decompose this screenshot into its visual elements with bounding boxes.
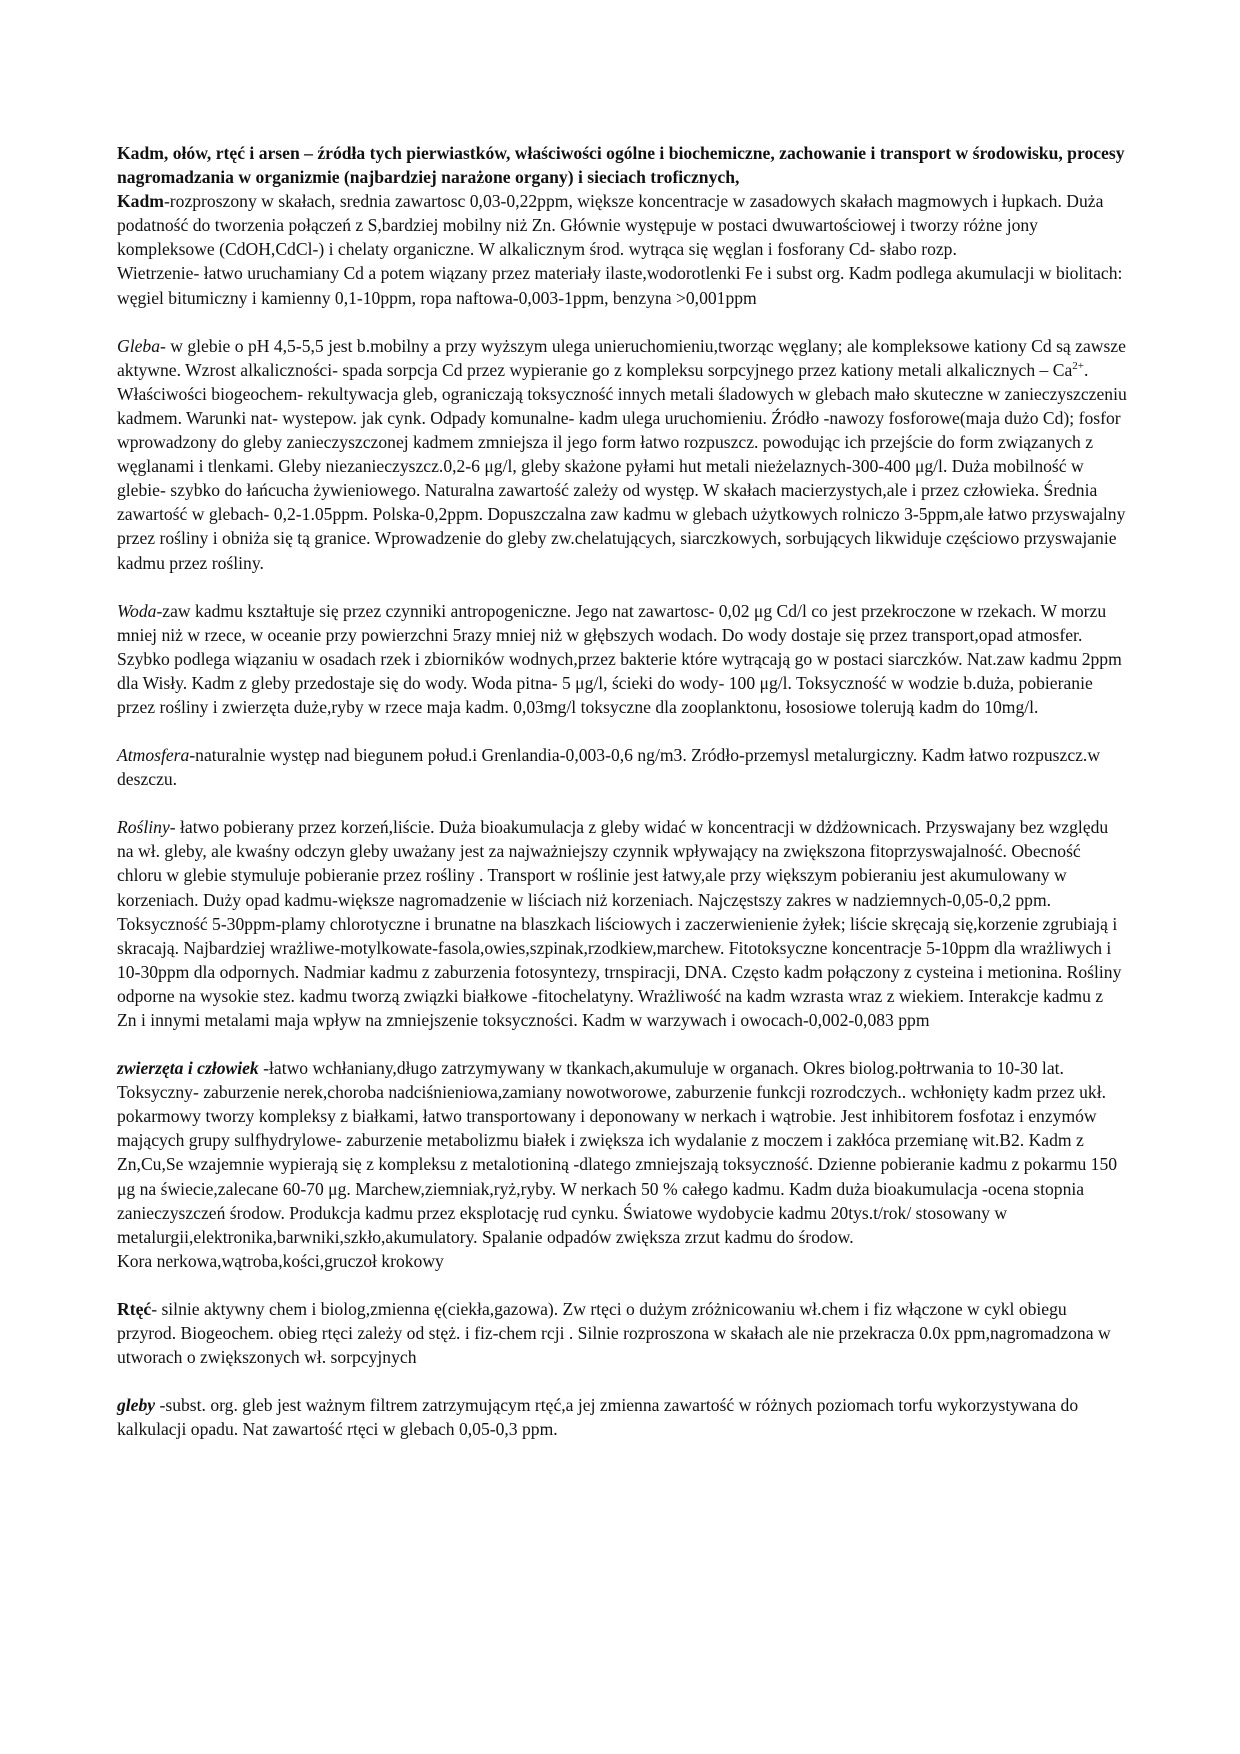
soil-text-a: - w glebie o pH 4,5-5,5 jest b.mobilny a przy wyższym ulega unieruchomieniu,tworząc węglany; ale kompleksowe kationy Cd są zawsze aktywne. Wzrost alkaliczności- spada sorpcja Cd przez wypieranie go z kompleksu sorpcyjnego przez kationy metali alkalicznych – Ca	[117, 335, 1126, 380]
mercury-soils-text: -subst. org. gleb jest ważnym filtrem zatrzymującym rtęć,a jej zmienna zawartość w różnych poziomach torfu wykorzystywana do kalkulacji opadu. Nat zawartość rtęci w glebach 0,05-0,3 ppm.	[117, 1395, 1079, 1440]
atmosphere-paragraph	[117, 743, 1127, 791]
plants-text: - łatwo pobierany przez korzeń,liście. Duża bioakumulacja z gleby widać w koncentracji w dżdżownicach. Przyswajany bez względu na wł. gleby, ale kwaśny odczyn gleby uważany jest za najważniejszy czynnik wpływający na zwiększona fitoprzyswajalność. Obecność chloru w glebie stymuluje pobieranie przez rośliny . Transport w roślinie jest łatwy,ale przy większym pobieraniu jest akumulowany w korzeniach. Duży opad kadmu-większe nagromadzenie w liściach niż korzeniach. Najczęstszy zakres w nadziemnych-0,05-0,2 ppm. Toksyczność 5-30ppm-plamy chlorotyczne i brunatne na blaszkach liściowych i zaczerwienienie żyłek; liście skręcają się,korzenie zgrubiają i skracają. Najbardziej wrażliwe-motylkowate-fasola,owies,szpinak,rzodkiew,marchew. Fitotoksyczne koncentracje 5-10ppm dla wrażliwych i 10-30ppm dla odpornych. Nadmiar kadmu z zaburzenia fotosyntezy, trnspiracji, DNA. Często kadm połączony z cysteina i metionina. Rośliny odporne na wysokie stez. kadmu tworzą związki białkowe -fitochelatyny. Wrażliwość na kadm wzrasta wraz z wiekiem. Interakcje kadmu z Zn i innymi metalami maja wpływ na zmniejszenie toksyczności. Kadm w warzywach i owocach-0,002-0,083 ppm	[117, 817, 1122, 1030]
weathering-text: Wietrzenie- łatwo uruchamiany Cd a potem wiązany przez materiały ilaste,wodorotlenki Fe i subst org. Kadm podlega akumulacji w biolitach: węgiel bitumiczny i kamienny 0,1-10ppm, ropa naftowa-0,003-1ppm, benzyna >0,001ppm	[117, 263, 1123, 308]
animals-paragraph	[117, 1056, 1127, 1273]
water-text: -zaw kadmu kształtuje się przez czynniki antropogeniczne. Jego nat zawartosc- 0,02 μg Cd/l co jest przekroczone w rzekach. W morzu mniej niż w rzece, w oceanie przy powierzchni 5razy mniej niż w głębszych wodach. Do wody dostaje się przez transport,opad atmosfer. Szybko podlega wiązaniu w osadach rzek i zbiorników wodnych,przez bakterie które wytrącają go w postaci siarczków. Nat.zaw kadmu 2ppm dla Wisły. Kadm z gleby przedostaje się do wody. Woda pitna- 5 μg/l, ścieki do wody- 100 μg/l. Toksyczność w wodzie b.duża, pobieranie przez rośliny i zwierzęta duże,ryby w rzece maja kadm. 0,03mg/l toksyczne dla zooplanktonu, łososiowe tolerują kadm do 10mg/l.	[117, 600, 1122, 717]
plants-paragraph	[117, 815, 1127, 1032]
cadmium-section	[117, 141, 1127, 310]
animals-organs: Kora nerkowa,wątroba,kości,gruczoł krokowy	[117, 1250, 444, 1271]
document-page	[117, 141, 1127, 1465]
document-title: Kadm, ołów, rtęć i arsen – źródła tych pierwiastków, właściwości ogólne i biochemiczne, zachowanie i transport w środowisku, procesy nagromadzania w organizmie (najbardziej narażone organy) i sieciach troficznych,	[117, 143, 1125, 188]
soil-paragraph	[117, 334, 1127, 575]
calcium-charge-superscript: 2+	[1072, 359, 1084, 372]
water-lead: Woda	[117, 600, 157, 621]
mercury-text: - silnie aktywny chem i biolog,zmienna ę(ciekła,gazowa). Zw rtęci o dużym zróżnicowaniu wł.chem i fiz włączone w cykl obiegu przyrod. Biogeochem. obieg rtęci zależy od stęż. i fiz-chem rcji . Silnie rozproszona w skałach ale nie przekracza 0.0x ppm,nagromadzona w utworach o zwiększonych wł. sorpcyjnych	[117, 1298, 1111, 1368]
spacer	[117, 310, 1127, 334]
soil-lead: Gleba	[117, 335, 160, 356]
cadmium-intro-text: -rozproszony w skałach, srednia zawartosc 0,03-0,22ppm, większe koncentracje w zasadowych skałach magmowych i łupkach. Duża podatność do tworzenia połączeń z S,bardziej mobilny niż Zn. Głównie występuje w postaci dwuwartościowej i tworzy różne jony kompleksowe (CdOH,CdCl-) i chelaty organiczne. W alkalicznym środ. wytrąca się węglan i fosforany Cd- słabo rozp.	[117, 191, 1104, 260]
mercury-soils-lead: gleby	[117, 1395, 156, 1416]
atmosphere-lead: Atmosfera	[117, 745, 190, 766]
soil-text-b: . Właściwości biogeochem- rekultywacja gleb, ograniczają toksyczność innych metali śladowych w glebach mało skuteczne w zanieczyszczeniu kadmem. Warunki nat- wystepow. jak cynk. Odpady komunalne- kadm ulega uruchomieniu. Źródło -nawozy fosforowe(maja dużo Cd); fosfor wprowadzony do gleby zanieczyszczonej kadmem zmniejsza il jego form łatwo rozpuszcz. powodując ich przejście do form związanych z węglanami i tlenkami. Gleby niezanieczyszcz.0,2-6 μg/l, gleby skażone pyłami hut metali nieżelaznych-300-400 μg/l. Duża mobilność w glebie- szybko do łańcucha żywieniowego. Naturalna zawartość zależy od występ. W skałach macierzystych,ale i przez człowieka. Średnia zawartość w glebach- 0,2-1.05ppm. Polska-0,2ppm. Dopuszczalna zaw kadmu w glebach użytkowych rolniczo 3-5ppm,ale łatwo przyswajalny przez rośliny i obniża się tą granice. Wprowadzenie do gleby zw.chelatujących, siarczkowych, sorbujących likwiduje częściowo przyswajanie kadmu przez rośliny.	[117, 359, 1127, 573]
animals-text: -łatwo wchłaniany,długo zatrzymywany w tkankach,akumuluje w organach. Okres biolog.połtrwania to 10-30 lat. Toksyczny- zaburzenie nerek,choroba nadciśnieniowa,zamiany nowotworowe, zaburzenie funkcji rozrodczych.. wchłonięty kadm przez ukł. pokarmowy tworzy kompleksy z białkami, łatwo transportowany i deponowany w nerkach i wątrobie. Jest inhibitorem fosfotaz i enzymów mających grupy sulfhydrylowe- zaburzenie metabolizmu białek i zwiększa ich wydalanie z moczem i zakłóca przemianę wit.B2. Kadm z Zn,Cu,Se wzajemnie wypierają się z kompleksu z metalotioniną -dlatego zmniejszają toksyczność. Dzienne pobieranie kadmu z pokarmu 150 μg na świecie,zalecane 60-70 μg. Marchew,ziemniak,ryż,ryby. W nerkach 50 % całego kadmu. Kadm duża bioakumulacja -ocena stopnia zanieczyszczeń środow. Produkcja kadmu przez eksplotację rud cynku. Światowe wydobycie kadmu 20tys.t/rok/ stosowany w metalurgii,elektronika,barwniki,szkło,akumulatory. Spalanie odpadów zwiększa zrzut kadmu do środow.	[117, 1058, 1118, 1247]
cadmium-lead: Kadm	[117, 191, 164, 212]
animals-lead: zwierzęta i człowiek	[117, 1058, 259, 1079]
plants-lead: Rośliny	[117, 817, 170, 838]
mercury-paragraph	[117, 1297, 1127, 1369]
mercury-lead: Rtęć	[117, 1298, 152, 1319]
mercury-soils-paragraph	[117, 1393, 1127, 1441]
water-paragraph	[117, 599, 1127, 719]
atmosphere-text: -naturalnie występ nad biegunem połud.i Grenlandia-0,003-0,6 ng/m3. Zródło-przemysl metalurgiczny. Kadm łatwo rozpuszcz.w deszczu.	[117, 745, 1101, 790]
